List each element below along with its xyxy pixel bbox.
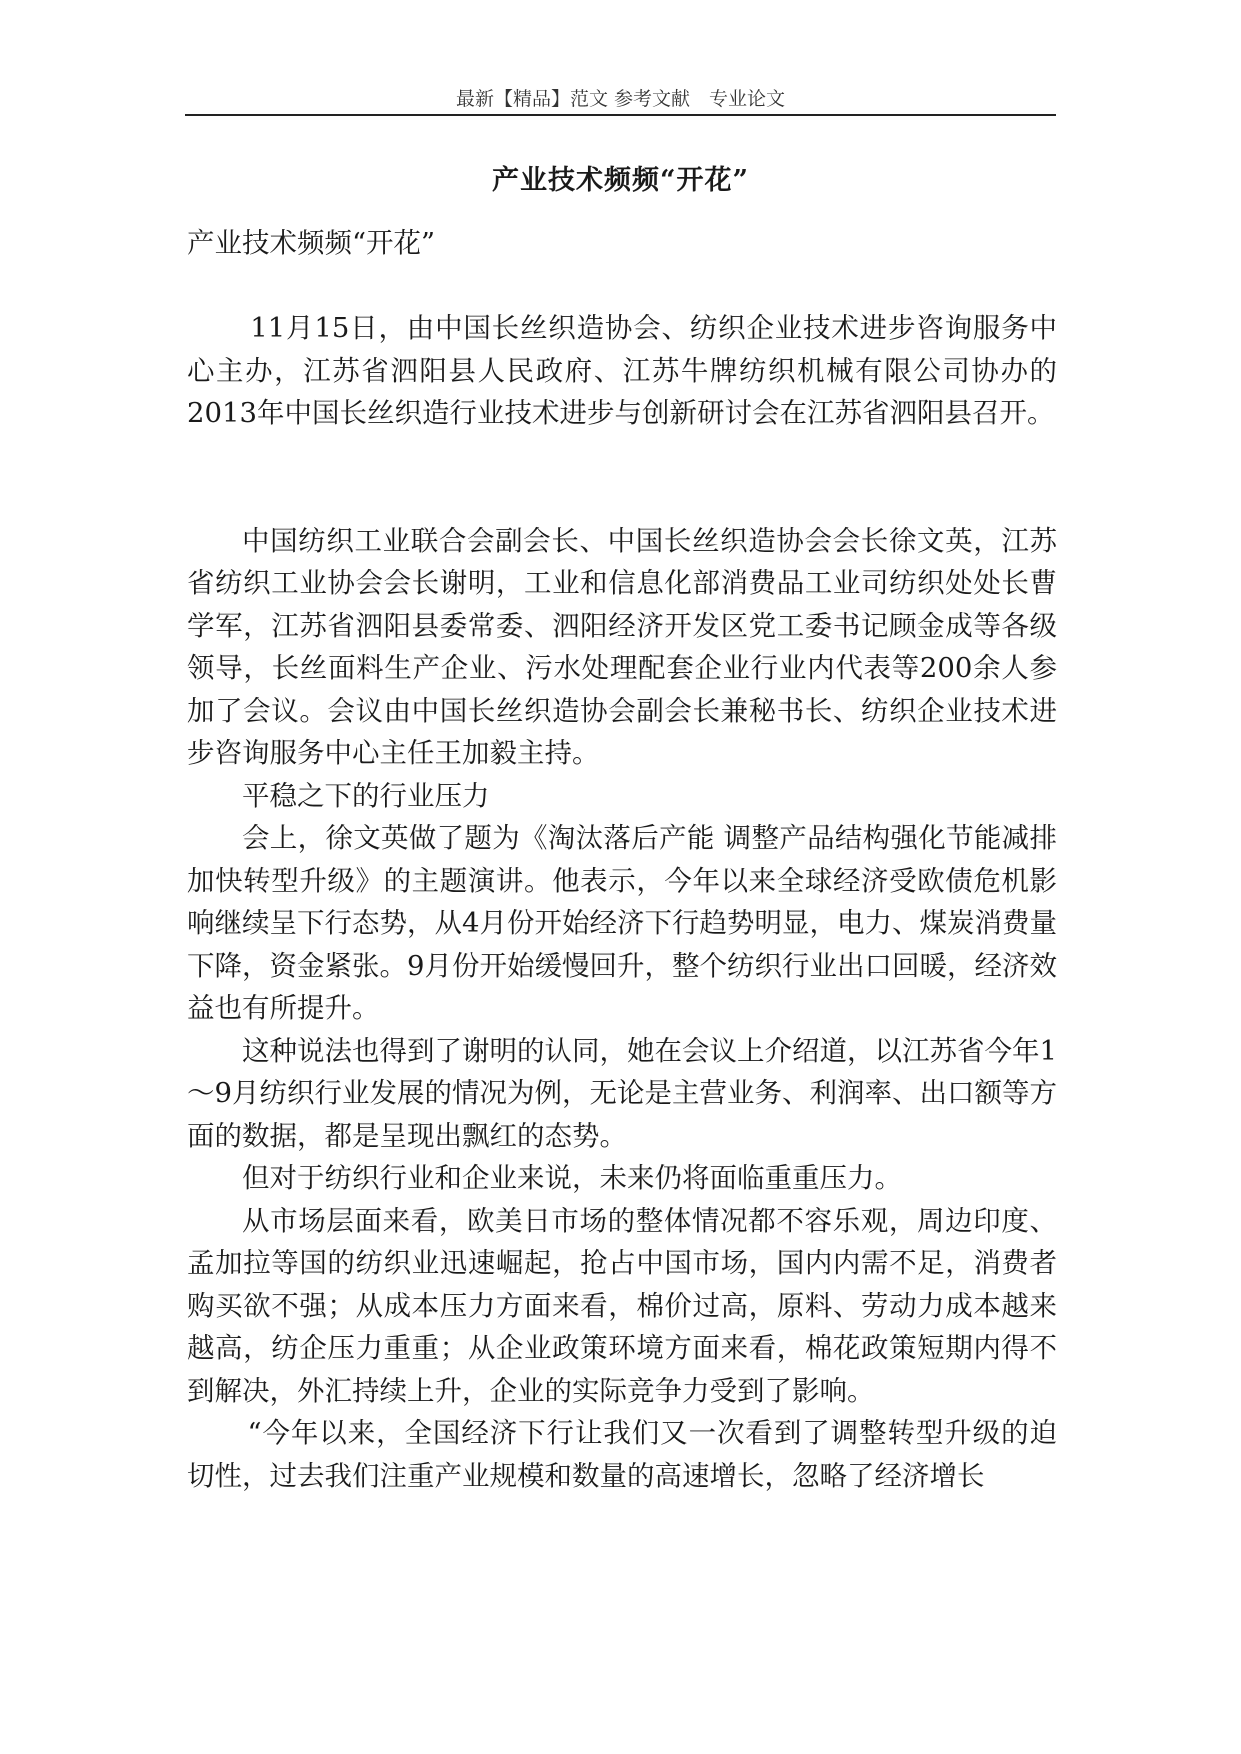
paragraph-keynote: 会上，徐文英做了题为《淘汰落后产能 调整产品结构强化节能减排 加快转型升级》的主题演讲。他表示，今年以来全球经济受欧债危机影响继续呈下行态势，从4月份开始经济下行趋势明显，电力、煤炭消费量下降，资金紧张。9月份开始缓慢回升，整个纺织行业出口回暖，经济效益也有所提升。 <box>187 822 1057 1024</box>
blank-line <box>187 435 1057 478</box>
paragraph-jiangsu: 这种说法也得到了谢明的认同，她在会议上介绍道，以江苏省今年1～9月纺织行业发展的情况为例，无论是主营业务、利润率、出口额等方面的数据，都是呈现出飘红的态势。 <box>187 1034 1057 1152</box>
header-divider <box>185 114 1056 116</box>
paragraph-market: 从市场层面来看，欧美日市场的整体情况都不容乐观，周边印度、孟加拉等国的纺织业迅速崛起，抢占中国市场，国内内需不足，消费者购买欲不强；从成本压力方面来看，棉价过高，原料、劳动力成本越来越高，纺企压力重重；从企业政策环境方面来看，棉花政策短期内得不到解决，外汇持续上升，企业的实际竞争力受到了影响。 <box>187 1204 1057 1407</box>
section-heading: 平稳之下的行业压力 <box>242 779 490 812</box>
paragraph-quote: “今年以来，全国经济下行让我们又一次看到了调整转型升级的迫切性，过去我们注重产业规模和数量的高速增长，忽略了经济增长 <box>187 1417 1057 1492</box>
paragraph-event-intro: 11月15日，由中国长丝织造协会、纺织企业技术进步咨询服务中心主办，江苏省泗阳县人民政府、江苏牛牌纺织机械有限公司协办的2013年中国长丝织造行业技术进步与创新研讨会在江苏省泗阳县召开。 <box>187 312 1057 429</box>
subtitle-line: 产业技术频频“开花” <box>187 227 436 259</box>
page-header: 最新【精品】范文 参考文献 专业论文 <box>455 88 786 110</box>
paragraph-pressure: 但对于纺织行业和企业来说，未来仍将面临重重压力。 <box>242 1162 902 1194</box>
blank-line <box>187 477 1057 520</box>
paragraph-attendees: 中国纺织工业联合会副会长、中国长丝织造协会会长徐文英，江苏省纺织工业协会会长谢明，工业和信息化部消费品工业司纺织处处长曹学军，江苏省泗阳县委常委、泗阳经济开发区党工委书记顾金成等各级领导，长丝面料生产企业、污水处理配套企业行业内代表等200余人参加了会议。会议由中国长丝织造协会副会长兼秘书长、纺织企业技术进步咨询服务中心主任王加毅主持。 <box>187 524 1057 769</box>
document-title: 产业技术频频“开花” <box>491 165 750 196</box>
blank-line <box>187 265 1057 308</box>
document-body <box>187 222 1057 1497</box>
